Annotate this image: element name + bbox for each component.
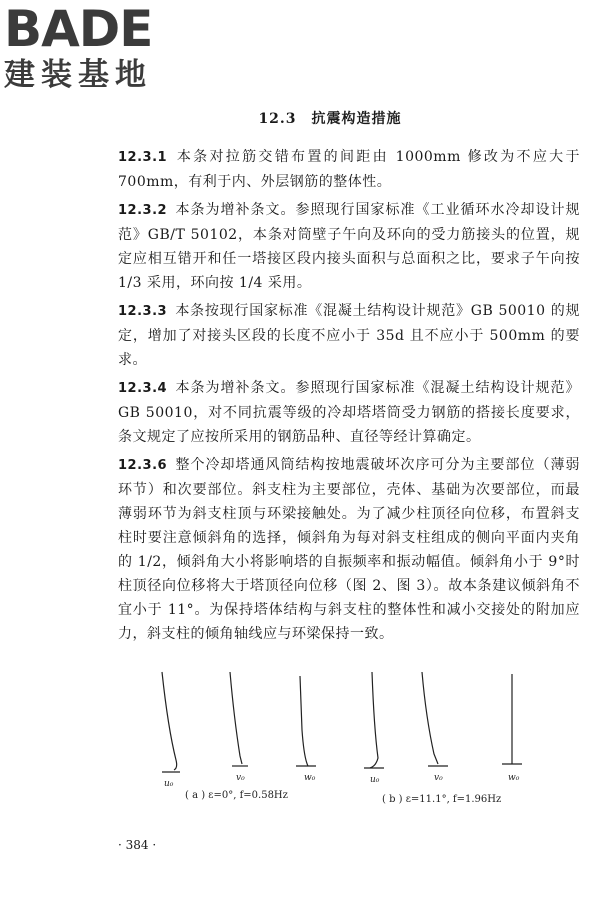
paragraph-12-3-6 xyxy=(118,453,580,646)
section-title: 12.3 抗震构造措施 xyxy=(258,111,402,127)
paragraph-12-3-3 xyxy=(118,299,580,372)
mode-shape-diagram xyxy=(150,668,530,818)
clause-text: 整个冷却塔通风筒结构按地震破坏次序可分为主要部位（薄弱环节）和次要部位。斜支柱为主要部位，壳体、基础为次要部位，而最薄弱环节为斜支柱顶与环梁接触处。为了减少柱顶径向位移，布置斜支柱时要注意倾斜角的选择，倾斜角为每对斜支柱组成的侧向平面内夹角的 1/2，倾斜角大小将影响塔的自振频率和振动幅值。倾斜角小于 9°时柱顶径向位移将大于塔顶径向位移（图 2、图 3）。故本条建议倾斜角不宜小于 11°。为保持塔体结构与斜支柱的整体性和减小交接处的附加应力，斜支柱的倾角轴线应与环梁保持一致。 xyxy=(118,457,580,642)
mode-curve-u0-b xyxy=(370,672,378,768)
mode-curve-v0-a xyxy=(230,672,242,764)
caption-a: ( a ) ε=0°, f=0.58Hz xyxy=(185,790,288,801)
mode-curve-u0-a xyxy=(162,672,177,770)
clause-text: 本条按现行国家标准《混凝土结构设计规范》GB 50010 的规定，增加了对接头区段的长度不应小于 35d 且不应小于 500mm 的要求。 xyxy=(118,303,580,368)
label-w0-b: w₀ xyxy=(508,773,520,783)
paragraph-12-3-2 xyxy=(118,198,580,295)
label-v0-a: v₀ xyxy=(236,773,245,783)
paragraph-12-3-1 xyxy=(118,145,580,194)
clause-text: 本条为增补条文。参照现行国家标准《工业循环水冷却设计规范》GB/T 50102，本条对筒壁子午向及环向的受力筋接头的位置，规定应相互错开和任一塔接区段内接头面积与总面积之比，要求子午向按 1/3 采用，环向按 1/4 采用。 xyxy=(118,202,580,291)
bade-logo xyxy=(4,0,179,94)
paragraph-12-3-4 xyxy=(118,376,580,449)
label-v0-b: v₀ xyxy=(434,773,443,783)
label-u0-a: u₀ xyxy=(164,779,174,789)
clause-number: 12.3.1 xyxy=(118,150,168,165)
label-w0-a: w₀ xyxy=(304,773,316,783)
page-number: · 384 · xyxy=(118,838,157,852)
clause-number: 12.3.4 xyxy=(118,381,168,396)
document-body xyxy=(118,145,580,650)
clause-text: 本条为增补条文。参照现行国家标准《混凝土结构设计规范》GB 50010，对不同抗震等级的冷却塔塔筒受力钢筋的搭接长度要求，条文规定了应按所采用的钢筋品种、直径等经计算确定。 xyxy=(118,380,580,445)
logo-main-text: BADE xyxy=(4,0,153,58)
label-u0-b: u₀ xyxy=(370,775,380,785)
clause-text: 本条对拉筋交错布置的间距由 1000mm 修改为不应大于 700mm，有利于内、外层钢筋的整体性。 xyxy=(118,149,580,190)
logo-sub-text: 建装基地 xyxy=(4,57,152,93)
mode-shape-figure xyxy=(150,668,530,818)
mode-curve-w0-a xyxy=(300,676,308,766)
clause-number: 12.3.3 xyxy=(118,304,168,319)
mode-curve-v0-b xyxy=(422,672,438,764)
clause-number: 12.3.6 xyxy=(118,458,168,473)
clause-number: 12.3.2 xyxy=(118,203,168,218)
caption-b: ( b ) ε=11.1°, f=1.96Hz xyxy=(382,794,502,805)
